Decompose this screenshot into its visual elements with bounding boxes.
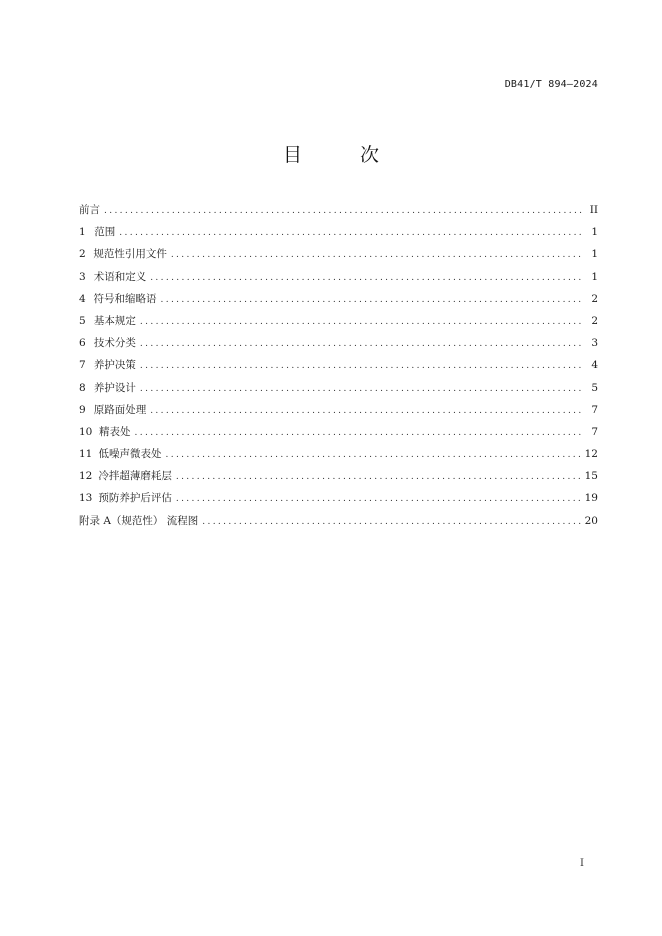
toc-entry[interactable] xyxy=(79,332,598,354)
toc-entry[interactable] xyxy=(79,465,598,487)
toc-entry-number: 13 xyxy=(79,492,93,505)
toc-dot-leader xyxy=(135,422,584,444)
toc-dot-leader xyxy=(104,200,584,222)
toc-entry-number: 10 xyxy=(79,425,93,438)
toc-entry-number: 3 xyxy=(79,270,86,283)
toc-entry-number: 9 xyxy=(79,403,86,416)
toc-entry[interactable] xyxy=(79,399,598,421)
toc-dot-leader xyxy=(176,488,581,510)
toc-entry[interactable] xyxy=(79,221,598,243)
toc-entry-number: 2 xyxy=(79,248,86,261)
toc-entry-page: 5 xyxy=(591,381,598,394)
toc-dot-leader xyxy=(176,466,581,488)
toc-entry-page: 12 xyxy=(584,448,598,461)
toc-entry-page: 2 xyxy=(591,292,598,305)
toc-entry-page: 2 xyxy=(591,314,598,327)
toc-entry[interactable] xyxy=(79,354,598,376)
toc-dot-leader xyxy=(150,267,584,289)
toc-entry-label: 基本规定 xyxy=(93,314,136,327)
toc-entry-page: 7 xyxy=(591,403,598,416)
page-title: 目 次 xyxy=(282,144,406,166)
toc-entry-label: 冷拌超薄磨耗层 xyxy=(98,470,172,483)
toc-entry-number: 8 xyxy=(79,381,86,394)
toc-entry-number: 4 xyxy=(79,292,86,305)
toc-entry-label: 养护设计 xyxy=(93,381,136,394)
toc-entry-page: II xyxy=(589,204,598,216)
toc-entry[interactable] xyxy=(79,288,598,310)
toc-entry-number: 12 xyxy=(79,470,93,483)
toc-entry-label: 范围 xyxy=(94,226,116,239)
toc-entry-label: 精表处 xyxy=(99,425,131,438)
toc-dot-leader xyxy=(161,289,584,311)
toc-entry-number: 1 xyxy=(79,226,86,239)
toc-entry-page: 4 xyxy=(591,359,598,372)
toc-entry-page: 7 xyxy=(591,425,598,438)
toc-dot-leader xyxy=(166,444,581,466)
toc-entry-number: 11 xyxy=(79,448,93,461)
toc-entry-page: 20 xyxy=(584,514,598,527)
toc-entry[interactable] xyxy=(79,199,598,221)
toc-entry-page: 1 xyxy=(591,248,598,261)
toc-entry-page: 1 xyxy=(591,270,598,283)
toc-dot-leader xyxy=(150,400,584,422)
toc-entry-number: 5 xyxy=(79,314,86,327)
toc-entry[interactable] xyxy=(79,487,598,509)
toc-entry-label: 原路面处理 xyxy=(93,403,147,416)
toc-entry-label: 技术分类 xyxy=(93,337,136,350)
toc-dot-leader xyxy=(140,333,584,355)
toc-entry-number: 7 xyxy=(79,359,86,372)
toc-entry-label: 规范性引用文件 xyxy=(93,248,167,261)
toc-entry[interactable] xyxy=(79,510,598,532)
toc-dot-leader xyxy=(202,511,580,533)
toc-entry-page: 3 xyxy=(591,337,598,350)
toc-entry-page: 19 xyxy=(584,492,598,505)
toc-entry-label: 前言 xyxy=(79,204,100,216)
page-number: I xyxy=(580,858,584,869)
toc-dot-leader xyxy=(140,378,584,400)
toc-entry[interactable] xyxy=(79,310,598,332)
toc-entry-label: 符号和缩略语 xyxy=(93,292,157,305)
table-of-contents xyxy=(79,199,598,532)
toc-dot-leader xyxy=(171,244,584,266)
toc-entry[interactable] xyxy=(79,443,598,465)
toc-entry-number: 6 xyxy=(79,337,86,350)
toc-entry-page: 15 xyxy=(584,470,598,483)
document-code: DB41/T 894—2024 xyxy=(504,79,598,90)
toc-entry-label: 术语和定义 xyxy=(93,270,147,283)
toc-dot-leader xyxy=(119,222,584,244)
toc-dot-leader xyxy=(140,355,584,377)
toc-entry[interactable] xyxy=(79,421,598,443)
toc-entry-label: 预防养护后评估 xyxy=(98,492,172,505)
toc-entry[interactable] xyxy=(79,377,598,399)
toc-entry[interactable] xyxy=(79,266,598,288)
toc-dot-leader xyxy=(140,311,584,333)
toc-entry-label: 养护决策 xyxy=(93,359,136,372)
toc-entry-label: 低噪声微表处 xyxy=(98,448,162,461)
toc-entry-page: 1 xyxy=(591,226,598,239)
toc-entry[interactable] xyxy=(79,243,598,265)
toc-entry-label: 附录 A（规范性） 流程图 xyxy=(79,514,199,527)
